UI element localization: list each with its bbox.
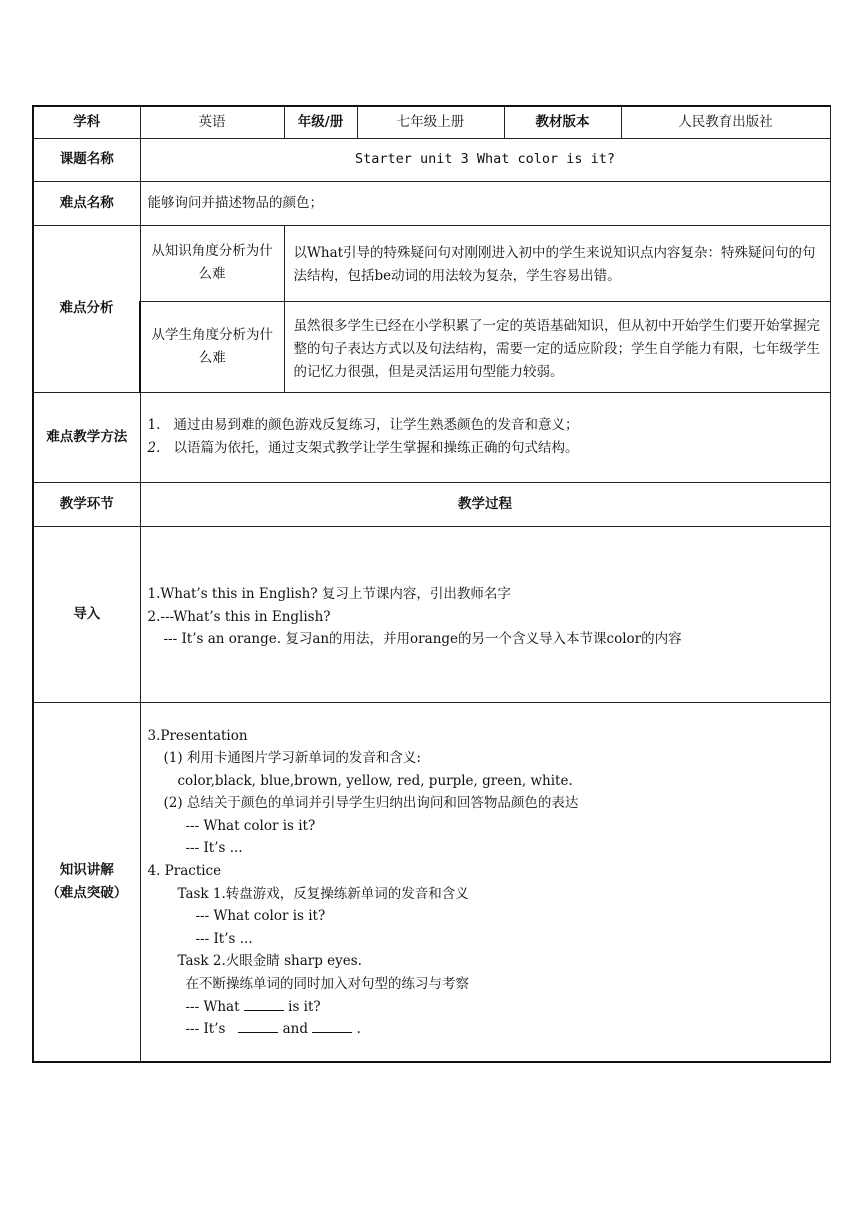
difficulty-label: 难点名称	[33, 181, 140, 225]
analysis-label: 难点分析	[33, 225, 140, 392]
knowledge-content	[140, 702, 830, 1062]
student-angle-text: 虽然很多学生已经在小学积累了一定的英语基础知识，但从初中开始学生们要开始掌握完整的句子表达方式以及句法结构，需要一定的适应阶段；学生自学能力有限，七年级学生的记忆力很强，但是灵活运用句型能力较弱。	[284, 301, 830, 392]
difficulty-value: 能够询问并描述物品的颜色；	[140, 181, 830, 225]
knowledge-line: (1) 利用卡通图片学习新单词的发音和含义:	[163, 750, 421, 767]
answer-blank	[244, 997, 284, 1011]
subject-label: 学科	[33, 106, 140, 138]
difficulty-row	[33, 181, 830, 225]
intro-label: 导入	[33, 526, 140, 702]
knowledge-line: 3.Presentation	[147, 727, 248, 744]
knowledge-line: Task 1.转盘游戏，反复操练新单词的发音和含义	[177, 885, 469, 902]
method-item: 1. 通过由易到难的颜色游戏反复练习，让学生熟悉颜色的发音和意义；	[147, 417, 579, 433]
method-item: 2. 以语篇为依托，通过支架式教学让学生掌握和操练正确的句式结构。	[147, 440, 579, 456]
edition-label: 教材版本	[504, 106, 621, 138]
topic-label: 课题名称	[33, 138, 140, 181]
methods-content	[140, 392, 830, 482]
knowledge-line: 在不断操练单词的同时加入对句型的练习与考察	[185, 976, 469, 993]
process-header-row	[33, 482, 830, 526]
intro-content	[140, 526, 830, 702]
lesson-plan-table	[32, 105, 831, 1063]
intro-row	[33, 526, 830, 702]
knowledge-line: --- What color is it?	[195, 908, 326, 925]
intro-line: 2.---What’s this in English?	[147, 608, 331, 625]
grade-label: 年级/册	[284, 106, 357, 138]
grade-value: 七年级上册	[357, 106, 504, 138]
knowledge-line: --- It’s ...	[185, 840, 243, 857]
student-angle-label: 从学生角度分析为什么难	[140, 301, 284, 392]
edition-value: 人民教育出版社	[621, 106, 830, 138]
process-title: 教学过程	[140, 482, 830, 526]
knowledge-line: color,black, blue,brown, yellow, red, purple, green, white.	[177, 772, 573, 789]
knowledge-line: 4. Practice	[147, 863, 222, 880]
intro-line: --- It’s an orange. 复习an的用法，并用orange的另一个含义导入本节课color的内容	[163, 631, 682, 648]
topic-value: Starter unit 3 What color is it?	[140, 138, 830, 181]
methods-label: 难点教学方法	[33, 392, 140, 482]
knowledge-line: Task 2.火眼金睛 sharp eyes.	[177, 953, 362, 970]
fill-blank-answer: --- It’s and .	[185, 1021, 361, 1038]
knowledge-line: --- It’s ...	[195, 930, 253, 947]
knowledge-row	[33, 702, 830, 1062]
subject-value: 英语	[140, 106, 284, 138]
topic-row	[33, 138, 830, 181]
knowledge-line: (2) 总结关于颜色的单词并引导学生归纳出询问和回答物品颜色的表达	[163, 795, 579, 812]
methods-row	[33, 392, 830, 482]
process-stage-label: 教学环节	[33, 482, 140, 526]
knowledge-label: 知识讲解 （难点突破）	[33, 702, 140, 1062]
fill-blank-question: --- What is it?	[185, 998, 321, 1015]
knowledge-angle-text: 以What引导的特殊疑问句对刚刚进入初中的学生来说知识点内容复杂：特殊疑问句的句法结构，包括be动词的用法较为复杂，学生容易出错。	[284, 225, 830, 301]
header-row	[33, 106, 830, 138]
answer-blank	[238, 1019, 278, 1033]
analysis-knowledge-row	[33, 225, 830, 301]
answer-blank	[312, 1019, 352, 1033]
knowledge-angle-label: 从知识角度分析为什么难	[140, 225, 284, 301]
knowledge-line: --- What color is it?	[185, 817, 316, 834]
analysis-student-row	[33, 301, 830, 392]
intro-line: 1.What’s this in English? 复习上节课内容，引出教师名字	[147, 586, 511, 603]
